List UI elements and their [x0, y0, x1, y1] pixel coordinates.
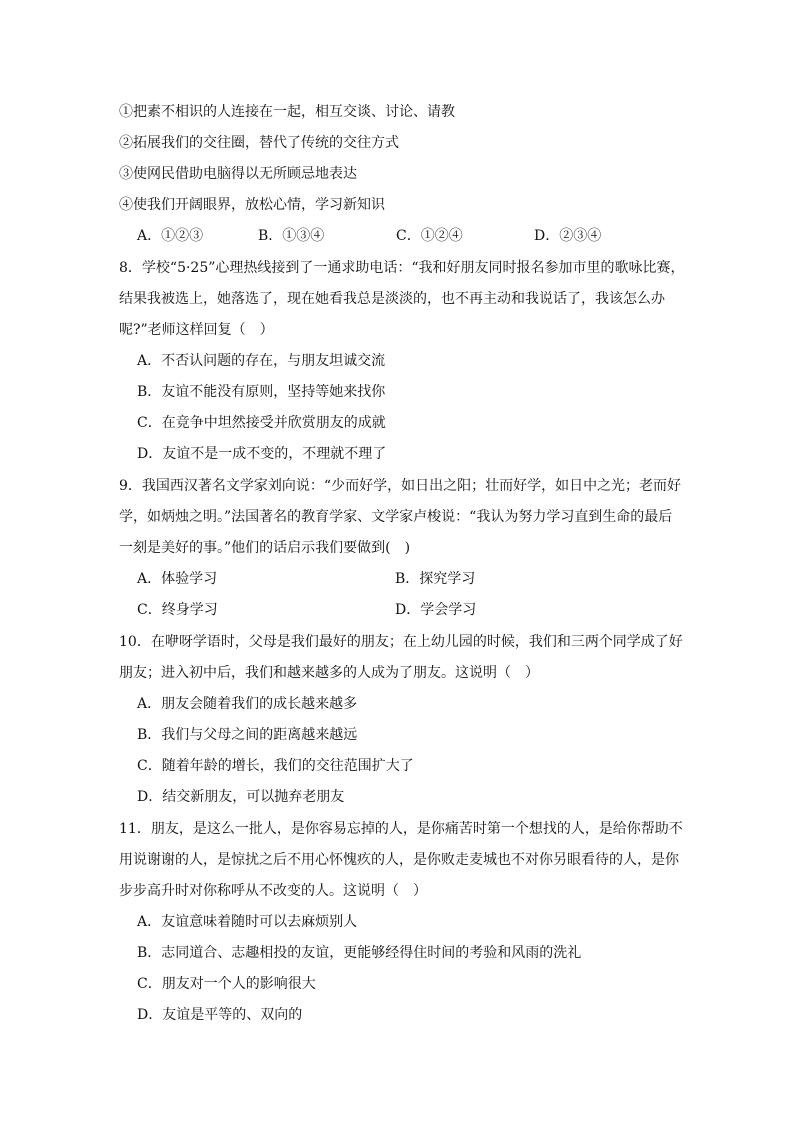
q9-option-b: B．探究学习 — [395, 571, 476, 587]
q7-option-a: A．①②③ — [137, 228, 204, 244]
q8-stem-line-2: 结果我被选上，她落选了，现在她看我总是淡淡的，也不再主动和我说话了，我该怎么办 — [119, 291, 665, 307]
q10-stem-line-1: 10．在咿呀学语时，父母是我们最好的朋友；在上幼儿园的时候，我们和三两个同学成了好 — [119, 634, 683, 650]
statement-4: ④使我们开阔眼界，放松心情，学习新知识 — [119, 197, 385, 213]
q11-option-a: A．友谊意味着随时可以去麻烦别人 — [137, 914, 358, 930]
q9-stem-line-2: 学，如炳烛之明。”法国著名的教育学家、文学家卢梭说：“我认为努力学习直到生命的最后 — [119, 509, 673, 525]
q11-option-b: B．志同道合、志趣相投的友谊，更能够经得住时间的考验和风雨的洗礼 — [137, 945, 582, 961]
q7-option-c: C．①②④ — [396, 228, 463, 244]
q7-option-b: B．①③④ — [258, 228, 325, 244]
q10-option-d: D．结交新朋友，可以抛弃老朋友 — [137, 789, 345, 805]
q11-option-d: D．友谊是平等的、双向的 — [137, 1007, 303, 1023]
q10-option-b: B．我们与父母之间的距离越来越远 — [137, 727, 358, 743]
q8-option-a: A．不否认问题的存在，与朋友坦诚交流 — [137, 353, 386, 369]
q8-option-d: D．友谊不是一成不变的，不理就不理了 — [137, 446, 387, 462]
q7-option-d: D．②③④ — [534, 228, 602, 244]
q11-stem-line-1: 11．朋友，是这么一批人，是你容易忘掉的人，是你痛苦时第一个想找的人，是给你帮助不 — [119, 821, 683, 837]
q8-option-c: C．在竞争中坦然接受并欣赏朋友的成就 — [137, 415, 386, 431]
statement-1: ①把素不相识的人连接在一起，相互交谈、讨论、请教 — [119, 104, 455, 120]
q10-option-a: A．朋友会随着我们的成长越来越多 — [137, 696, 358, 712]
q8-stem-line-1: 8．学校“5·25”心理热线接到了一通求助电话：“我和好朋友同时报名参加市里的歌咏比赛， — [119, 260, 685, 276]
q11-option-c: C．朋友对一个人的影响很大 — [137, 976, 316, 992]
q8-option-b: B．友谊不能没有原则，坚持等她来找你 — [137, 384, 386, 400]
q9-stem-line-3: 一刻是美好的事。”他们的话启示我们要做到( ) — [119, 540, 411, 556]
q11-stem-line-3: 步步高升时对你称呼从不改变的人。这说明（ ） — [119, 883, 427, 899]
q10-stem-line-2: 朋友；进入初中后，我们和越来越多的人成为了朋友。这说明（ ） — [119, 665, 539, 681]
q8-stem-line-3: 呢?”老师这样回复（ ） — [119, 322, 274, 338]
q9-option-a: A．体验学习 — [137, 571, 218, 587]
statement-3: ③使网民借助电脑得以无所顾忌地表达 — [119, 166, 357, 182]
statement-2: ②拓展我们的交往圈，替代了传统的交往方式 — [119, 135, 399, 151]
q10-option-c: C．随着年龄的增长，我们的交往范围扩大了 — [137, 758, 414, 774]
q9-option-d: D．学会学习 — [395, 602, 477, 618]
q9-stem-line-1: 9．我国西汉著名文学家刘向说：“少而好学，如日出之阳；壮而好学，如日中之光；老而好 — [119, 478, 682, 494]
q9-option-c: C．终身学习 — [137, 602, 218, 618]
q11-stem-line-2: 用说谢谢的人，是惊扰之后不用心怀愧疚的人，是你败走麦城也不对你另眼看待的人，是你 — [119, 852, 679, 868]
